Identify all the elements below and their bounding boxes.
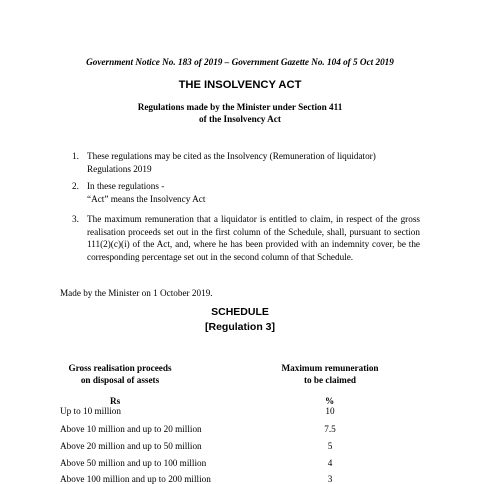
act-title: THE INSOLVENCY ACT bbox=[178, 79, 302, 91]
column-header-line: Gross realisation proceeds bbox=[68, 363, 172, 373]
paragraph-text bbox=[87, 180, 420, 205]
column-header-remuneration bbox=[270, 363, 390, 386]
paragraph-line: “Act” means the Insolvency Act bbox=[87, 193, 206, 204]
gazette-notice: Government Notice No. 183 of 2019 – Government Gazette No. 104 of 5 Oct 2019 bbox=[86, 57, 394, 67]
regulations-heading-line1: Regulations made by the Minister under Section 411 bbox=[137, 102, 343, 112]
column-header-line: to be claimed bbox=[303, 374, 357, 385]
schedule-title: SCHEDULE bbox=[211, 306, 269, 318]
proceeds-range: Above 100 million and up to 200 million bbox=[60, 474, 211, 484]
schedule-heading bbox=[0, 305, 480, 335]
paragraph-1 bbox=[72, 150, 420, 175]
column-header-proceeds bbox=[50, 363, 190, 386]
made-by-statement: Made by the Minister on 1 October 2019. bbox=[60, 288, 213, 298]
column-header-line: on disposal of assets bbox=[80, 374, 160, 385]
proceeds-range: Up to 10 million bbox=[60, 406, 121, 416]
proceeds-range: Above 10 million and up to 20 million bbox=[60, 424, 202, 434]
unit-percent: % bbox=[325, 396, 335, 406]
paragraph-number: 3. bbox=[72, 214, 79, 224]
proceeds-range: Above 50 million and up to 100 million bbox=[60, 458, 207, 468]
regulations-heading-line2: of the Insolvency Act bbox=[199, 113, 281, 124]
remuneration-percent: 10 bbox=[325, 406, 335, 416]
paragraph-text: The maximum remuneration that a liquidator is entitled to claim, in respect of the gross realisation proceeds set out in the first column of the Schedule, shall, pursuant to section 111(2)(c)(i) of the Act, and, where he has been provided with an indemnity cover, be the corresponding percentage set out in the second column of that Schedule. bbox=[87, 214, 420, 262]
remuneration-percent: 7.5 bbox=[324, 424, 336, 434]
proceeds-range: Above 20 million and up to 50 million bbox=[60, 441, 202, 451]
paragraph-number: 2. bbox=[72, 181, 79, 191]
remuneration-percent: 3 bbox=[327, 474, 333, 484]
paragraph-2 bbox=[72, 180, 420, 205]
remuneration-percent: 4 bbox=[327, 458, 333, 468]
remuneration-percent: 5 bbox=[327, 441, 333, 451]
paragraph-number: 1. bbox=[72, 151, 79, 161]
regulations-heading bbox=[0, 102, 480, 125]
column-header-line: Maximum remuneration bbox=[281, 363, 379, 373]
unit-rupees: Rs bbox=[110, 396, 121, 406]
paragraph-text: These regulations may be cited as the Insolvency (Remuneration of liquidator) Regulations 2019 bbox=[87, 151, 376, 174]
paragraph-line: In these regulations - bbox=[87, 181, 165, 191]
schedule-subtitle: [Regulation 3] bbox=[205, 321, 275, 333]
paragraph-3 bbox=[72, 213, 420, 263]
